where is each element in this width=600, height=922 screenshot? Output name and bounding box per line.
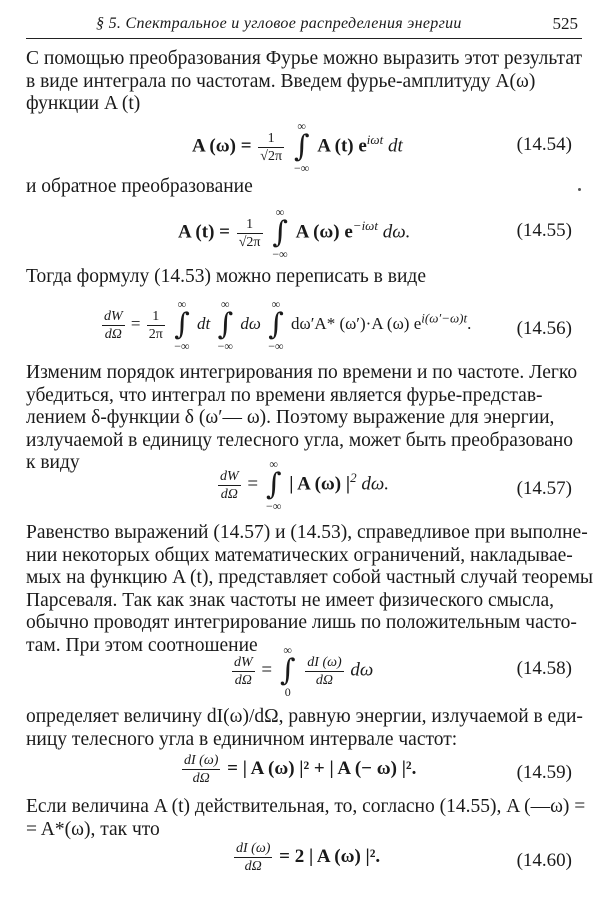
int-upper: ∞: [269, 457, 278, 471]
frac-den: dΩ: [192, 771, 210, 786]
frac-num: 1: [258, 130, 284, 148]
frac-num: dW: [104, 308, 123, 324]
frac-num: 1: [147, 308, 165, 326]
text-line: = A*(ω), так что: [26, 818, 160, 840]
frac-num: dI (ω): [307, 654, 342, 670]
equation-number: (14.57): [516, 478, 572, 499]
eq-body: dω′A* (ω′)·A (ω) e: [291, 313, 422, 333]
text-line: Парсеваля. Так как знак частоты не имеет физического смысла,: [26, 589, 555, 611]
text-line: Равенство выражений (14.57) и (14.53), справедливое при выполне-: [26, 522, 588, 543]
frac-num: 1: [237, 216, 263, 234]
fraction: [232, 654, 255, 689]
eq-exponent: −iωt: [352, 218, 378, 234]
text-line: убедиться, что интеграл по времени является фурье-представ-: [26, 384, 543, 406]
int-lower: −∞: [174, 339, 190, 353]
int-lower: 0: [284, 685, 291, 699]
equation-14-58: [230, 644, 373, 698]
text-line: обычно проводят интегрирование лишь по положительным часто-: [26, 612, 577, 633]
text-line: ницу телесного угла в единичном интервале частот:: [26, 728, 458, 750]
eq-sign: =: [130, 313, 141, 333]
frac-num: dW: [234, 654, 253, 670]
text-line: мых на функцию A (t), представляет собой частный случай теоремы: [26, 567, 594, 588]
eq-exponent: iωt: [366, 132, 384, 148]
equation-number: (14.59): [516, 762, 572, 783]
integral: ∞ ∫ −∞: [293, 119, 310, 175]
int-upper: ∞: [221, 297, 230, 311]
eq-body: = | A (ω) |² + | A (− ω) |².: [227, 757, 417, 779]
frac-den: √2π: [260, 148, 283, 164]
eq-exponent: i(ω′−ω)t: [421, 310, 468, 326]
frac-den: √2π: [238, 234, 261, 250]
section-title: § 5. Спектральное и угловое распределения энергии: [96, 15, 462, 32]
fraction: [237, 216, 263, 251]
equation-14-55: [178, 206, 410, 260]
text-line: Тогда формулу (14.53) можно переписать в виде: [26, 266, 426, 287]
paragraph-1: [26, 48, 582, 116]
text-line: лением δ-функции δ (ω′— ω). Поэтому выражение для энергии,: [26, 407, 555, 428]
integral: ∞ ∫ −∞: [272, 205, 288, 261]
equation-14-56: [100, 298, 471, 352]
integral: ∞ ∫ 0: [279, 643, 296, 699]
paragraph-5: [26, 522, 594, 657]
frac-den: 2π: [148, 326, 163, 342]
equation-14-59: [180, 752, 416, 787]
eq-tail: dt: [387, 135, 403, 157]
equation-14-57: [216, 458, 389, 512]
frac-den: dΩ: [315, 672, 334, 688]
paragraph-6: [26, 706, 582, 751]
equation-number: (14.54): [516, 134, 572, 155]
int-lower: −∞: [217, 339, 233, 353]
eq-tail: dω.: [361, 473, 389, 495]
paragraph-7: [26, 796, 586, 841]
fraction: [258, 130, 284, 165]
integral: ∞ ∫ −∞: [265, 457, 282, 513]
frac-den: dΩ: [244, 859, 262, 874]
text-line: функции A (t): [26, 93, 141, 114]
fraction: [234, 840, 272, 875]
eq-body: A (ω) e: [295, 221, 353, 243]
integral: ∞ ∫ −∞: [174, 297, 190, 353]
text-line: и обратное преобразование: [26, 176, 253, 197]
frac-num: dW: [220, 468, 239, 484]
int-lower: −∞: [266, 499, 282, 513]
running-header: [26, 10, 582, 39]
text-line: Изменим порядок интегрирования по времени и по частоте. Легко: [26, 362, 578, 383]
frac-den: dΩ: [104, 326, 122, 342]
eq-tail: dω: [350, 659, 374, 681]
equation-number: (14.56): [516, 318, 572, 339]
int-lower: −∞: [268, 339, 284, 353]
eq-term: dt: [196, 313, 211, 333]
int-lower: −∞: [293, 161, 310, 175]
frac-num: dI (ω): [236, 841, 271, 856]
eq-lhs: A (ω) =: [192, 135, 252, 157]
eq-sign: =: [261, 659, 273, 681]
fraction: [182, 752, 220, 787]
eq-tail: .: [467, 313, 472, 333]
int-upper: ∞: [271, 297, 281, 311]
text-line: Если величина A (t) действительная, то, согласно (14.55), A (—ω) =: [26, 796, 586, 817]
text-line: нии некоторых общих математических ограничений, накладывае-: [26, 544, 573, 566]
integral: ∞ ∫ −∞: [268, 297, 284, 353]
int-upper: ∞: [275, 205, 285, 219]
eq-tail: dω.: [382, 221, 411, 243]
frac-den: dΩ: [234, 672, 252, 688]
int-lower: −∞: [272, 247, 288, 261]
fraction: [305, 654, 343, 689]
eq-body: A (t) e: [317, 135, 367, 157]
eq-lhs: A (t) =: [178, 221, 230, 243]
eq-exponent: 2: [350, 470, 357, 486]
equation-number: (14.58): [516, 658, 572, 679]
eq-sign: =: [247, 473, 259, 495]
equation-number: (14.60): [516, 850, 572, 871]
fraction: [218, 468, 241, 503]
equation-14-60: [232, 840, 380, 875]
text-line: излучаемой в единицу телесного угла, может быть преобразовано: [26, 429, 574, 451]
text-line: в виде интеграла по частотам. Введем фурье-амплитуду A(ω): [26, 70, 536, 92]
equation-number: (14.55): [516, 220, 572, 241]
equation-14-54: [192, 120, 403, 174]
fraction: [147, 308, 165, 343]
eq-body: | A (ω) |: [289, 473, 351, 495]
integral: ∞ ∫ −∞: [217, 297, 234, 353]
int-upper: ∞: [297, 119, 306, 133]
text-line: определяет величину dI(ω)/dΩ, равную энергии, излучаемой в еди-: [26, 706, 583, 727]
int-upper: ∞: [177, 297, 187, 311]
print-speck: [578, 188, 581, 191]
int-upper: ∞: [283, 643, 292, 657]
fraction: [102, 308, 125, 343]
text-line: там. При этом соотношение: [26, 634, 258, 656]
page-number: 525: [552, 14, 578, 33]
paragraph-2: [26, 176, 582, 199]
text-line: к виду: [26, 452, 80, 473]
frac-num: dI (ω): [184, 753, 219, 768]
text-line: С помощью преобразования Фурье можно выразить этот результат: [26, 48, 582, 69]
eq-term: dω: [240, 313, 261, 333]
eq-body: = 2 | A (ω) |².: [279, 845, 381, 867]
paragraph-3: [26, 266, 582, 289]
frac-den: dΩ: [220, 486, 238, 502]
